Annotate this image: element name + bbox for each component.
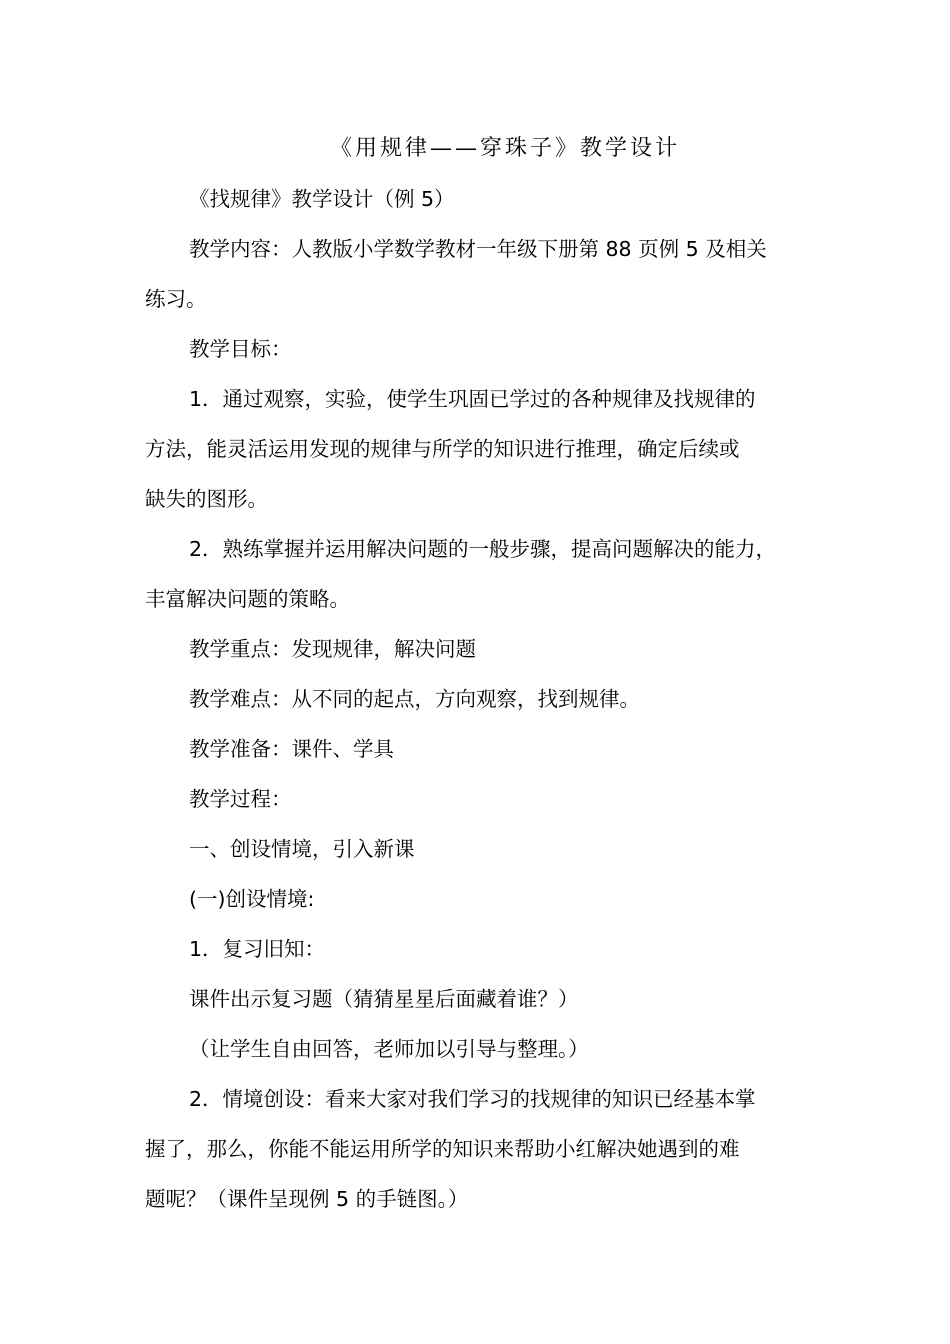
paragraph-line: 题呢？（课件呈现例 5 的手链图。） [145, 1187, 469, 1211]
paragraph-line: 教学内容：人教版小学数学教材一年级下册第 88 页例 5 及相关 [189, 237, 767, 261]
paragraph-line: 丰富解决问题的策略。 [145, 587, 350, 611]
paragraph-line: 方法，能灵活运用发现的规律与所学的知识进行推理，确定后续或 [145, 437, 740, 461]
paragraph-line: 教学目标： [189, 337, 292, 361]
paragraph-line: 缺失的图形。 [145, 487, 268, 511]
paragraph-line: 教学过程： [189, 787, 292, 811]
paragraph-line: 1．通过观察，实验，使学生巩固已学过的各种规律及找规律的 [189, 387, 756, 411]
paragraph-line: (一)创设情境: [189, 887, 315, 911]
paragraph-line: （让学生自由回答，老师加以引导与整理。） [189, 1037, 589, 1061]
paragraph-line: 练习。 [145, 287, 207, 311]
paragraph-line: 教学难点：从不同的起点，方向观察，找到规律。 [189, 687, 640, 711]
paragraph-line: 2．熟练掌握并运用解决问题的一般步骤，提高问题解决的能力， [189, 537, 777, 561]
paragraph-line: 教学重点：发现规律，解决问题 [189, 637, 476, 661]
paragraph-line: 2．情境创设：看来大家对我们学习的找规律的知识已经基本掌 [189, 1087, 756, 1111]
paragraph-line: 课件出示复习题（猜猜星星后面藏着谁？） [189, 987, 579, 1011]
subtitle-line: 《找规律》教学设计（例 5） [189, 187, 455, 211]
paragraph-line: 教学准备：课件、学具 [189, 737, 394, 761]
section-heading: 一、创设情境，引入新课 [189, 837, 415, 861]
paragraph-line: 握了，那么，你能不能运用所学的知识来帮助小红解决她遇到的难 [145, 1137, 740, 1161]
document-title: 《用规律——穿珠子》教学设计 [329, 136, 680, 161]
paragraph-line: 1．复习旧知： [189, 937, 326, 961]
